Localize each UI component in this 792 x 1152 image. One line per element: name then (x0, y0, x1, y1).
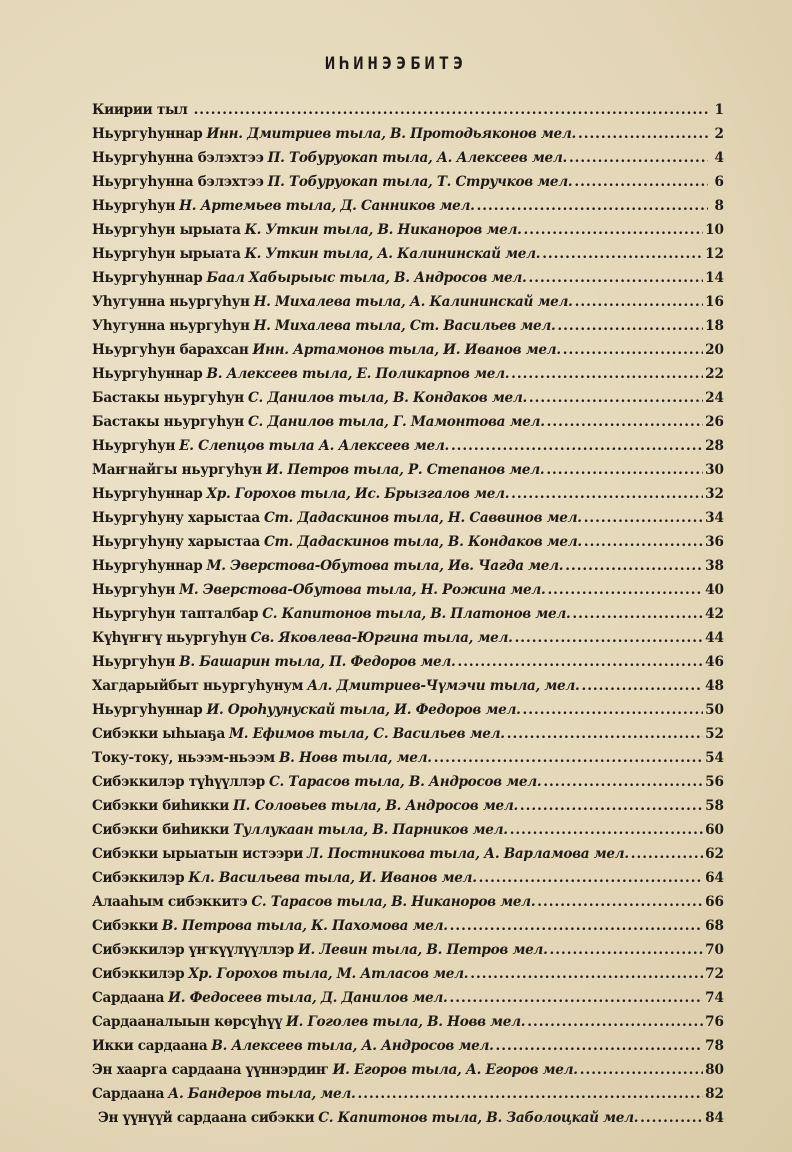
entry-page-number: 24 (705, 390, 724, 406)
toc-entry (92, 222, 724, 246)
entry-authors: Инн. Дмитриев тыла, В. Протодьяконов мел. (206, 126, 576, 142)
entry-authors: Хр. Горохов тыла, М. Атласов мел. (188, 966, 469, 982)
toc-entry (92, 558, 724, 582)
entry-page-number: 72 (705, 966, 724, 982)
dot-leader (529, 390, 703, 406)
toc-entry (92, 390, 724, 414)
entry-title: Уһугунна ньургуһун (92, 294, 250, 310)
toc-entry (92, 510, 724, 534)
toc-entry (92, 654, 724, 678)
dot-leader (357, 1086, 703, 1102)
entry-page-number: 58 (705, 798, 724, 814)
entry-page-number: 6 (714, 174, 724, 190)
entry-title: Хагдарыйбыт ньургуһунум (92, 678, 304, 694)
dot-leader (507, 726, 703, 742)
entry-title: Ньургуһун тапталбар (92, 606, 259, 622)
entry-title: Сибэкки ыһыаҕа (92, 726, 225, 742)
dot-leader (477, 198, 708, 214)
entry-page-number: 38 (705, 558, 724, 574)
toc-entry (92, 270, 724, 294)
entry-title: Сардаана (92, 990, 165, 1006)
entry-authors: Инн. Артамонов тыла, И. Иванов мел. (252, 342, 561, 358)
toc-entry (92, 894, 724, 918)
entry-title: Күһүҥҥү ньургуһун (92, 630, 247, 646)
entry-authors: С. Данилов тыла, В. Кондаков мел. (247, 390, 527, 406)
entry-page-number: 18 (705, 318, 724, 334)
dot-leader (451, 438, 703, 454)
entry-page-number: 30 (705, 462, 724, 478)
entry-title: Киирии тыл (92, 102, 188, 118)
entry-title: Ньургуһуннар (92, 702, 203, 718)
entry-authors: И. Егоров тыла, А. Егоров мел. (332, 1062, 578, 1078)
entry-authors: С. Данилов тыла, Г. Мамонтова мел. (247, 414, 545, 430)
dot-leader (470, 966, 703, 982)
toc-entry (92, 678, 724, 702)
entry-authors: П. Тобуруокап тыла, А. Алексеев мел. (267, 150, 567, 166)
entry-authors: В. Новв тыла, мел. (278, 750, 432, 766)
entry-page-number: 56 (705, 774, 724, 790)
toc-entry (92, 942, 724, 966)
entry-title: Ньургуһуннар (92, 126, 203, 142)
entry-page-number: 10 (705, 222, 724, 238)
toc-entry (92, 798, 724, 822)
entry-authors: В. Башарин тыла, П. Федоров мел. (179, 654, 456, 670)
dot-leader (511, 366, 703, 382)
entry-title: Сибэкки биһикки (92, 798, 230, 814)
entry-title: Икки сардаана (92, 1038, 208, 1054)
entry-authors: Л. Постникова тыла, А. Варламова мел. (307, 846, 629, 862)
dot-leader (523, 702, 704, 718)
entry-page-number: 22 (705, 366, 724, 382)
dot-leader (575, 294, 703, 310)
toc-entry (92, 726, 724, 750)
entry-authors: В. Петрова тыла, К. Пахомова мел. (161, 918, 448, 934)
toc-entry (92, 246, 724, 270)
entry-authors: М. Эверстова-Обутова тыла, Ив. Чагда мел. (206, 558, 564, 574)
dot-leader (450, 990, 704, 1006)
entry-page-number: 74 (705, 990, 724, 1006)
entry-authors: П. Тобуруокап тыла, Т. Стручков мел. (267, 174, 573, 190)
entry-title: Ньургуһун (92, 438, 176, 454)
entry-title: Сибэкки ырыатын истээри (92, 846, 304, 862)
entry-page-number: 16 (705, 294, 724, 310)
entry-title: Сибэккилэр (92, 870, 185, 886)
toc-entry (92, 822, 724, 846)
entry-page-number: 54 (705, 750, 724, 766)
entry-title: Ньургуһун барахсан (92, 342, 249, 358)
dot-leader (578, 126, 708, 142)
entry-page-number: 20 (705, 342, 724, 358)
entry-page-number: 2 (714, 126, 724, 142)
entry-authors: К. Уткин тыла, В. Никаноров мел. (244, 222, 522, 238)
dot-leader (547, 582, 703, 598)
entry-authors: Н. Михалева тыла, Ст. Васильев мел. (253, 318, 556, 334)
toc-entry (92, 294, 724, 318)
entry-page-number: 60 (705, 822, 724, 838)
entry-title: Алааһым сибэккитэ (92, 894, 248, 910)
toc-entry (92, 438, 724, 462)
entry-page-number: 28 (705, 438, 724, 454)
entry-authors: И. Федосеев тыла, Д. Данилов мел. (168, 990, 448, 1006)
dot-leader (520, 798, 703, 814)
entry-authors: С. Тарасов тыла, В. Никаноров мел. (251, 894, 536, 910)
entry-authors: Баал Хабырыыс тыла, В. Андросов мел. (206, 270, 527, 286)
entry-page-number: 52 (705, 726, 724, 742)
dot-leader (569, 150, 708, 166)
entry-page-number: 80 (705, 1062, 724, 1078)
entry-page-number: 82 (705, 1086, 724, 1102)
toc-entry (92, 342, 724, 366)
entry-authors: Ст. Дадаскинов тыла, В. Кондаков мел. (263, 534, 582, 550)
toc-entry (92, 630, 724, 654)
entry-title: Маҥнайгы ньургуһун (92, 462, 262, 478)
entry-title: Ньургуһун ырыата (92, 246, 241, 262)
toc-entry (92, 1110, 724, 1134)
dot-leader (563, 342, 703, 358)
toc-entry (92, 582, 724, 606)
dot-leader (537, 894, 703, 910)
toc-entry (92, 318, 724, 342)
dot-leader (574, 174, 708, 190)
toc-entry (92, 150, 724, 174)
entry-authors: Туллукаан тыла, В. Парников мел. (233, 822, 508, 838)
toc-entry (92, 870, 724, 894)
entry-page-number: 68 (705, 918, 724, 934)
dot-leader (546, 462, 703, 478)
entry-title: Ньургуһун (92, 198, 176, 214)
dot-leader (434, 750, 703, 766)
toc-entry (92, 414, 724, 438)
entry-authors: М. Эверстова-Обутова тыла, Н. Рожина мел. (179, 582, 546, 598)
entry-authors: С. Капитонов тыла, В. Заболоцкай мел. (318, 1110, 639, 1126)
entry-title: Бастакы ньургуһун (92, 414, 244, 430)
toc-entry (92, 102, 724, 126)
entry-title: Эн хаарга сардаана үүннэрдиҥ (92, 1062, 329, 1078)
dot-leader (584, 534, 703, 550)
entry-title: Ньургуһуннар (92, 366, 203, 382)
dot-leader (194, 102, 708, 118)
entry-page-number: 78 (705, 1038, 724, 1054)
entry-title: Ньургуһунна бэлэхтээ (92, 150, 264, 166)
entry-page-number: 36 (705, 534, 724, 550)
entry-page-number: 34 (705, 510, 724, 526)
entry-authors: К. Уткин тыла, А. Калининскай мел. (244, 246, 541, 262)
toc-entry (92, 918, 724, 942)
entry-authors: Н. Артемьев тыла, Д. Санников мел. (179, 198, 475, 214)
entry-title: Ньургуһуну харыстаа (92, 510, 260, 526)
entry-page-number: 70 (705, 942, 724, 958)
toc-entry (92, 126, 724, 150)
entry-title: Ньургуһуну харыстаа (92, 534, 260, 550)
entry-title: Сибэкки биһикки (92, 822, 230, 838)
dot-leader (580, 1062, 703, 1078)
dot-leader (510, 822, 703, 838)
entry-page-number: 64 (705, 870, 724, 886)
toc-entry (92, 846, 724, 870)
dot-leader (479, 870, 703, 886)
entry-page-number: 42 (705, 606, 724, 622)
toc-entry (92, 606, 724, 630)
entry-authors: С. Капитонов тыла, В. Платонов мел. (262, 606, 571, 622)
toc-entry (92, 750, 724, 774)
entry-authors: П. Соловьев тыла, В. Андросов мел. (233, 798, 518, 814)
dot-leader (542, 246, 703, 262)
entry-page-number: 48 (705, 678, 724, 694)
entry-page-number: 76 (705, 1014, 724, 1030)
entry-authors: А. Бандеров тыла, мел. (168, 1086, 356, 1102)
toc-entry (92, 366, 724, 390)
entry-authors: И. Петров тыла, Р. Степанов мел. (265, 462, 545, 478)
toc-entry (92, 1062, 724, 1086)
dot-leader (584, 510, 703, 526)
entry-title: Сибэккилэр (92, 966, 185, 982)
entry-authors: Св. Яковлева-Юргина тыла, мел. (250, 630, 513, 646)
dot-leader (572, 606, 703, 622)
entry-title: Эн үүнүүй сардаана сибэкки (98, 1110, 315, 1126)
entry-title: Уһугунна ньургуһун (92, 318, 250, 334)
entry-page-number: 1 (714, 102, 724, 118)
entry-title: Сардааналыын көрсүһүү (92, 1014, 283, 1030)
entry-page-number: 84 (705, 1110, 724, 1126)
toc-entry (92, 462, 724, 486)
toc-entry (92, 774, 724, 798)
toc-entry (92, 174, 724, 198)
entry-page-number: 50 (705, 702, 724, 718)
toc-entry (92, 486, 724, 510)
dot-leader (511, 486, 703, 502)
entry-authors: В. Алексеев тыла, Е. Поликарпов мел. (206, 366, 510, 382)
entry-title: Ньургуһун (92, 582, 176, 598)
dot-leader (527, 1014, 703, 1030)
dot-leader (515, 630, 704, 646)
table-of-contents (92, 102, 724, 1134)
entry-authors: И. Гоголев тыла, В. Новв мел. (286, 1014, 526, 1030)
dot-leader (528, 270, 703, 286)
entry-page-number: 44 (705, 630, 724, 646)
page-title: ИҺИНЭЭБИТЭ (324, 54, 468, 74)
entry-page-number: 40 (705, 582, 724, 598)
entry-title: Ньургуһуннар (92, 486, 203, 502)
entry-title: Ньургуһун ырыата (92, 222, 241, 238)
entry-page-number: 66 (705, 894, 724, 910)
dot-leader (631, 846, 703, 862)
dot-leader (557, 318, 703, 334)
toc-entry (92, 990, 724, 1014)
dot-leader (640, 1110, 703, 1126)
entry-page-number: 26 (705, 414, 724, 430)
entry-title: Ньургуһуннар (92, 558, 203, 574)
entry-authors: И. Левин тыла, В. Петров мел. (298, 942, 548, 958)
dot-leader (524, 222, 704, 238)
entry-title: Сардаана (92, 1086, 165, 1102)
dot-leader (457, 654, 703, 670)
entry-authors: Е. Слепцов тыла А. Алексеев мел. (179, 438, 449, 454)
entry-title: Ньургуһуннар (92, 270, 203, 286)
dot-leader (450, 918, 703, 934)
toc-entry (92, 534, 724, 558)
dot-leader (581, 678, 703, 694)
entry-title: Ньургуһунна бэлэхтээ (92, 174, 264, 190)
dot-leader (547, 414, 703, 430)
entry-authors: М. Ефимов тыла, С. Васильев мел. (229, 726, 505, 742)
dot-leader (550, 942, 704, 958)
dot-leader (565, 558, 703, 574)
entry-authors: Ст. Дадаскинов тыла, Н. Саввинов мел. (263, 510, 582, 526)
toc-entry (92, 966, 724, 990)
entry-page-number: 62 (705, 846, 724, 862)
entry-title: Сибэккилэр үҥкүүлүүллэр (92, 942, 295, 958)
entry-authors: В. Алексеев тыла, А. Андросов мел. (211, 1038, 494, 1054)
toc-entry (92, 702, 724, 726)
entry-page-number: 46 (705, 654, 724, 670)
entry-page-number: 12 (705, 246, 724, 262)
entry-title: Сибэккилэр түһүүллэр (92, 774, 266, 790)
entry-authors: С. Тарасов тыла, В. Андросов мел. (269, 774, 542, 790)
entry-title: Сибэкки (92, 918, 158, 934)
entry-page-number: 14 (705, 270, 724, 286)
entry-authors: Кл. Васильева тыла, И. Иванов мел. (188, 870, 477, 886)
entry-page-number: 4 (714, 150, 724, 166)
entry-page-number: 32 (705, 486, 724, 502)
entry-page-number: 8 (714, 198, 724, 214)
entry-title: Бастакы ньургуһун (92, 390, 244, 406)
entry-authors: Хр. Горохов тыла, Ис. Брызгалов мел. (206, 486, 510, 502)
entry-authors: Ал. Дмитриев-Чүмэчи тыла, мел. (307, 678, 580, 694)
entry-title: Току-току, ньээм-ньээм (92, 750, 275, 766)
entry-title: Ньургуһун (92, 654, 176, 670)
toc-entry (92, 1038, 724, 1062)
entry-authors: И. Ороһуунускай тыла, И. Федоров мел. (206, 702, 521, 718)
dot-leader (543, 774, 703, 790)
entry-authors: Н. Михалева тыла, А. Калининскай мел. (253, 294, 573, 310)
toc-entry (92, 1086, 724, 1110)
dot-leader (496, 1038, 704, 1054)
toc-entry (92, 198, 724, 222)
toc-entry (92, 1014, 724, 1038)
